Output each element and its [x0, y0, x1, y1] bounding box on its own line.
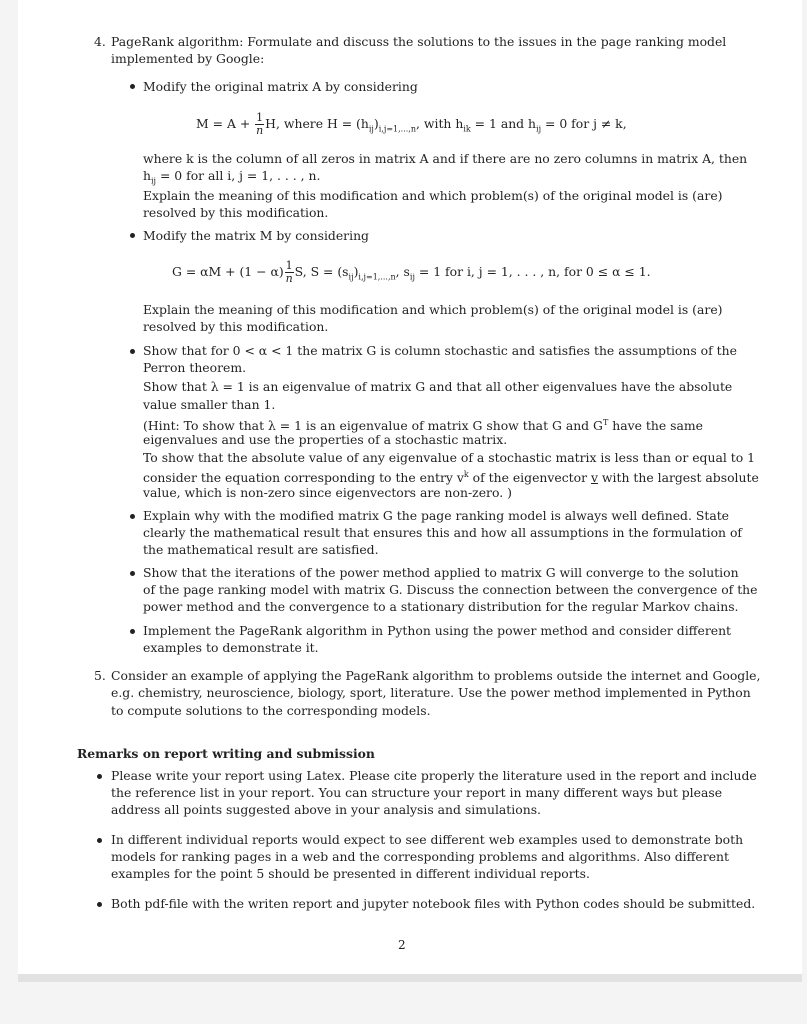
bullet-3-line2: Perron theorem.: [143, 360, 247, 375]
bullet-5-line3: power method and the convergence to a stationary distribution for the regular Markov chains.: [143, 599, 739, 614]
bullet-3-line7: To show that the absolute value of any eigenvalue of a stochastic matrix is less than or equal to 1: [143, 450, 756, 465]
remark-2-line2: models for ranking pages in a web and the corresponding problems and algorithms. Also different: [111, 849, 729, 864]
remark-bullet-1: [97, 774, 102, 779]
item-5-line2: e.g. chemistry, neuroscience, biology, sport, literature. Use the power method implemented in Python: [111, 685, 751, 700]
bullet-3-line8: consider the equation corresponding to the entry $v^k$ of the eigenvector v with the largest absolute: [143, 470, 759, 486]
remark-1-line2: the reference list in your report. You can structure your report in many different ways but please: [111, 785, 723, 800]
equation-2: G = αM + (1 − α) $\frac{1}{n}$ S, $S = (s_{ij})_{i,j=1,...,n}$, $s_{ij} = 1$ for i, j = 1, . . . , n, for 0 ≤ α ≤ 1.: [172, 259, 651, 285]
bullet-1-line2: $h_{ij} = 0$ for all i, j = 1, . . . , n.: [143, 168, 321, 186]
page-shadow: [18, 974, 802, 982]
remark-1-line3: address all points suggested above in your analysis and simulations.: [111, 802, 541, 817]
bullet-6-line2: examples to demonstrate it.: [143, 640, 319, 655]
item-4-line2: implemented by Google:: [111, 51, 265, 66]
bullet-2-line2: resolved by this modification.: [143, 319, 329, 334]
remark-2-line3: examples for the point 5 should be presented in different individual reports.: [111, 866, 590, 881]
bullet-4-line3: the mathematical result are satisfied.: [143, 542, 379, 557]
bullet-3-line9: value, which is non-zero since eigenvectors are non-zero. ): [143, 485, 512, 500]
bullet-1-line1: where k is the column of all zeros in matrix A and if there are no zero columns in matrix A, then: [143, 151, 748, 166]
equation-1: M = A + $\frac{1}{n}$ H, where $H = (h_{ij})_{i,j=1,...,n}$, with $h_{ik} = 1$ and $h_{ij} = 0$ for j ≠ k,: [196, 111, 627, 137]
bullet-5: [130, 571, 135, 576]
remarks-heading: Remarks on report writing and submission: [77, 746, 375, 761]
bullet-3-line3: Show that λ = 1 is an eigenvalue of matrix G and that all other eigenvalues have the absolute: [143, 379, 733, 394]
bullet-2: [130, 233, 135, 238]
bullet-2-intro: Modify the matrix M by considering: [143, 228, 369, 243]
bullet-1-line4: resolved by this modification.: [143, 205, 329, 220]
bullet-1-line3: Explain the meaning of this modification and which problem(s) of the original model is (are): [143, 188, 723, 203]
item-5-line3: to compute solutions to the corresponding models.: [111, 703, 431, 718]
remark-3-line1: Both pdf-file with the writen report and jupyter notebook files with Python codes should be submitted.: [111, 896, 756, 911]
bullet-1-intro: Modify the original matrix A by considering: [143, 79, 418, 94]
bullet-3-line1: Show that for 0 < α < 1 the matrix G is column stochastic and satisfies the assumptions of the: [143, 343, 737, 358]
page-number: 2: [398, 938, 406, 952]
item-4-number: 4.: [94, 34, 106, 49]
bullet-4-line1: Explain why with the modified matrix G the page ranking model is always well defined. State: [143, 508, 730, 523]
bullet-2-line1: Explain the meaning of this modification and which problem(s) of the original model is (are): [143, 302, 723, 317]
bullet-1: [130, 84, 135, 89]
remark-2-line1: In different individual reports would expect to see different web examples used to demonstrate both: [111, 832, 744, 847]
item-5-number: 5.: [94, 668, 106, 683]
remark-bullet-2: [97, 838, 102, 843]
bullet-3: [130, 349, 135, 354]
bullet-6-line1: Implement the PageRank algorithm in Python using the power method and consider different: [143, 623, 732, 638]
bullet-5-line2: of the page ranking model with matrix G. Discuss the connection between the convergence of the: [143, 582, 758, 597]
remark-bullet-3: [97, 902, 102, 907]
bullet-3-line6: eigenvalues and use the properties of a stochastic matrix.: [143, 432, 508, 447]
item-4-line1: PageRank algorithm: Formulate and discuss the solutions to the issues in the page ranking model: [111, 34, 727, 49]
item-5-line1: Consider an example of applying the PageRank algorithm to problems outside the internet and Google,: [111, 668, 761, 683]
bullet-4-line2: clearly the mathematical result that ensures this and how all assumptions in the formulation of: [143, 525, 743, 540]
bullet-3-line4: value smaller than 1.: [143, 397, 276, 412]
bullet-3-line5: (Hint: To show that λ = 1 is an eigenvalue of matrix G show that G and $G^T$ have the same: [143, 418, 703, 434]
bullet-6: [130, 629, 135, 634]
bullet-5-line1: Show that the iterations of the power method applied to matrix G will converge to the solution: [143, 565, 739, 580]
remark-1-line1: Please write your report using Latex. Please cite properly the literature used in the report and include: [111, 768, 757, 783]
bullet-4: [130, 514, 135, 519]
